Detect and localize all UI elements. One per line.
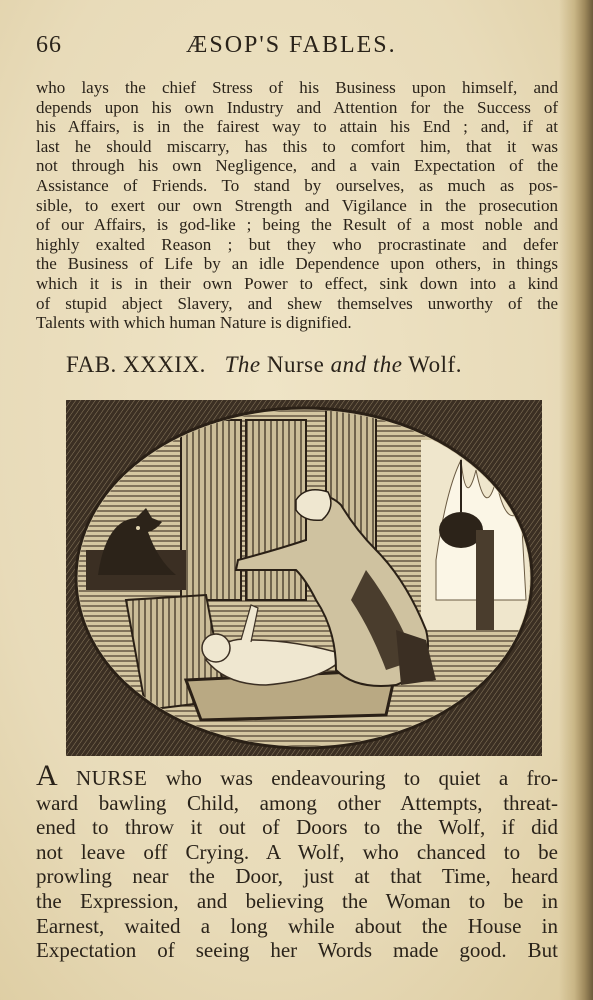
text-line: last he should miscarry, has this to comfort him, that it was bbox=[36, 136, 558, 156]
page-number: 66 bbox=[36, 32, 62, 58]
text-line: depends upon his own Industry and Attention for the Success of bbox=[36, 97, 558, 117]
moral-paragraph bbox=[36, 78, 558, 333]
fable-heading bbox=[66, 352, 546, 378]
fable-title-and-the: and the bbox=[330, 352, 403, 377]
woodcut-illustration bbox=[66, 400, 542, 756]
first-word: NURSE bbox=[76, 766, 148, 790]
text-line: highly exalted Reason ; but they who procrastinate and defer bbox=[36, 234, 558, 254]
text-line: the Business of Life by an idle Dependence upon others, in things bbox=[36, 254, 558, 274]
text-line: Assistance of Friends. To stand by ourselves, as much as pos- bbox=[36, 175, 558, 195]
fable-paragraph bbox=[36, 759, 558, 963]
fable-title-wolf: Wolf. bbox=[408, 352, 462, 377]
text-line: the Expression, and believing the Woman to be in bbox=[36, 888, 558, 913]
book-spine-shadow bbox=[559, 0, 593, 1000]
text-line: of our Affairs, is god-like ; being the Result of a most noble and bbox=[36, 215, 558, 235]
text-line bbox=[36, 759, 558, 792]
fable-title-nurse: Nurse bbox=[266, 352, 325, 377]
text-line: not leave off Crying. A Wolf, who chanced to be bbox=[36, 839, 558, 864]
drop-cap: A bbox=[36, 759, 58, 792]
text-line: who lays the chief Stress of his Business upon himself, and bbox=[36, 78, 558, 97]
first-line-rest: who was endeavouring to quiet a fro- bbox=[165, 766, 558, 790]
fable-title-the: The bbox=[224, 352, 261, 377]
text-line: sible, to exert our own Strength and Vigilance in the prosecution bbox=[36, 195, 558, 215]
fable-number: FAB. XXXIX. bbox=[66, 352, 206, 377]
running-title: ÆSOP'S FABLES. bbox=[186, 32, 397, 58]
text-line: Earnest, waited a long while about the House in bbox=[36, 913, 558, 938]
text-line: prowling near the Door, just at that Time, heard bbox=[36, 864, 558, 889]
text-line: not through his own Negligence, and a vain Expectation of the bbox=[36, 156, 558, 176]
text-line: his Affairs, is in the fairest way to attain his End ; and, if at bbox=[36, 117, 558, 137]
text-line: which it is in their own Power to effect, sink down into a kind bbox=[36, 273, 558, 293]
text-line: Talents with which human Nature is dignified. bbox=[36, 313, 352, 333]
woodcut-image bbox=[66, 400, 542, 756]
text-line: of stupid abject Slavery, and shew themselves unworthy of the bbox=[36, 293, 558, 313]
page-header bbox=[36, 30, 536, 64]
text-line: ened to throw it out of Doors to the Wolf, if did bbox=[36, 815, 558, 840]
text-line: ward bawling Child, among other Attempts, threat- bbox=[36, 790, 558, 815]
text-line: Expectation of seeing her Words made good. But bbox=[36, 938, 558, 963]
